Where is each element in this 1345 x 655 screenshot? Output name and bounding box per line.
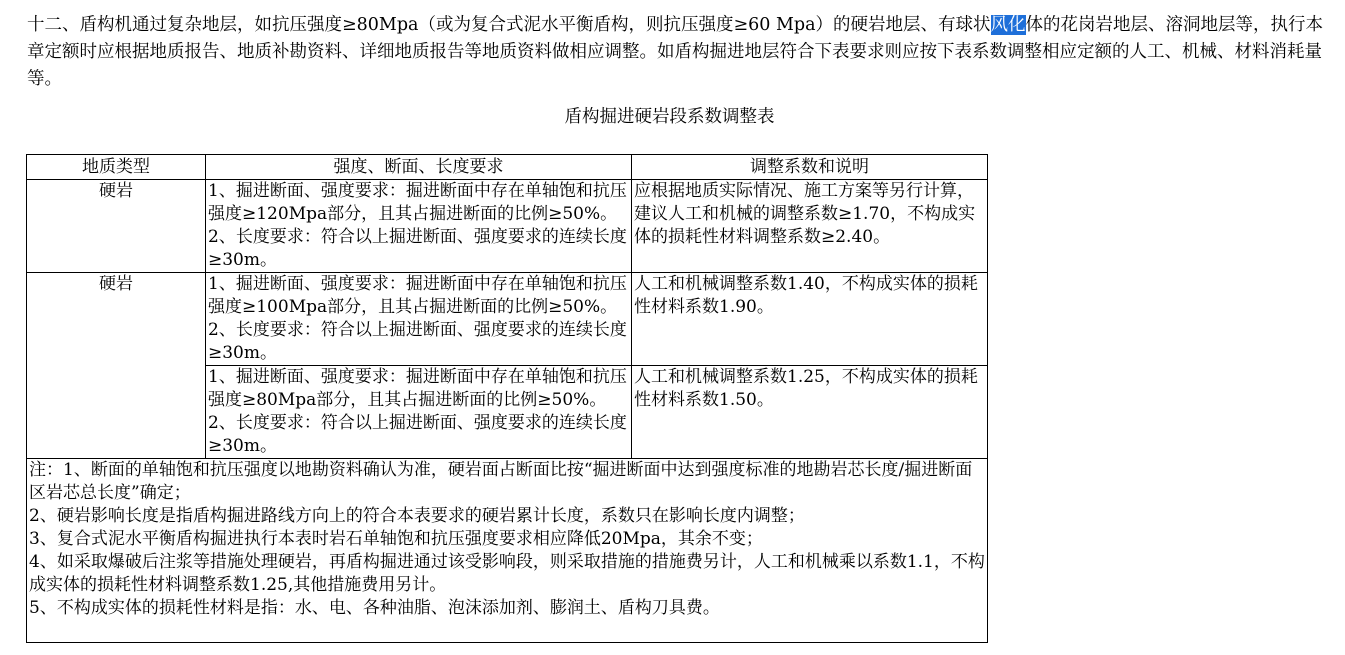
note-item: 5、不构成实体的损耗性材料是指：水、电、各种油脂、泡沫添加剂、膨润土、盾构刀具费。 (29, 598, 720, 618)
geology-type-cell: 硬岩 (27, 273, 206, 459)
note-item: 注：1、断面的单轴饱和抗压强度以地勘资料确认为准，硬岩面占断面比按“掘进断面中达到强度标准的地勘岩芯长度/掘进断面区岩芯总长度”确定； (29, 460, 973, 503)
table-row (27, 180, 988, 273)
notes-cell (27, 459, 988, 643)
selected-text-highlight[interactable]: 风化 (990, 15, 1026, 35)
header-adjustment: 调整系数和说明 (632, 155, 988, 180)
adjustment-cell: 人工和机械调整系数1.25，不构成实体的损耗性材料系数1.50。 (632, 366, 988, 459)
note-item: 2、硬岩影响长度是指盾构掘进路线方向上的符合本表要求的硬岩累计长度，系数只在影响长度内调整； (29, 506, 805, 526)
requirement-cell: 1、掘进断面、强度要求：掘进断面中存在单轴饱和抗压强度≥80Mpa部分，且其占掘进断面的比例≥50%。2、长度要求：符合以上掘进断面、强度要求的连续长度≥30m。 (206, 366, 632, 459)
geology-type-cell: 硬岩 (27, 180, 206, 273)
header-geology-type: 地质类型 (27, 155, 206, 180)
adjustment-cell: 应根据地质实际情况、施工方案等另行计算，建议人工和机械的调整系数≥1.70，不构成实体的损耗性材料调整系数≥2.40。 (632, 180, 988, 273)
note-item: 4、如采取爆破后注浆等措施处理硬岩，再盾构掘进通过该受影响段，则采取措施的措施费另计，人工和机械乘以系数1.1，不构成实体的损耗性材料调整系数1.25,其他措施费用另计。 (29, 552, 985, 595)
coefficient-table (26, 154, 988, 643)
adjustment-cell: 人工和机械调整系数1.40，不构成实体的损耗性材料系数1.90。 (632, 273, 988, 366)
table-title: 盾构掘进硬岩段系数调整表 (564, 107, 775, 127)
intro-text-before: 十二、盾构机通过复杂地层，如抗压强度≥80Mpa（或为复合式泥水平衡盾构，则抗压强度≥60 Mpa）的硬岩地层、有球状 (27, 15, 991, 35)
table-row (27, 273, 988, 366)
intro-text-after: 体的花岗岩地层、溶洞地层等，执行本章定额时应根据地质报告、地质补勘资料、详细地质报告等地质资料做相应调整。如盾构掘进地层符合下表要求则应按下表系数调整相应定额的人工、机械、材料消耗量等。 (27, 15, 1324, 89)
notes-row (27, 459, 988, 643)
table-header-row (27, 155, 988, 180)
header-requirements: 强度、断面、长度要求 (206, 155, 632, 180)
requirement-cell: 1、掘进断面、强度要求：掘进断面中存在单轴饱和抗压强度≥100Mpa部分，且其占掘进断面的比例≥50%。2、长度要求：符合以上掘进断面、强度要求的连续长度≥30m。 (206, 273, 632, 366)
intro-paragraph (27, 12, 1327, 93)
note-item: 3、复合式泥水平衡盾构掘进执行本表时岩石单轴饱和抗压强度要求相应降低20Mpa，其余不变； (29, 529, 763, 549)
requirement-cell: 1、掘进断面、强度要求：掘进断面中存在单轴饱和抗压强度≥120Mpa部分，且其占掘进断面的比例≥50%。2、长度要求：符合以上掘进断面、强度要求的连续长度≥30m。 (206, 180, 632, 273)
